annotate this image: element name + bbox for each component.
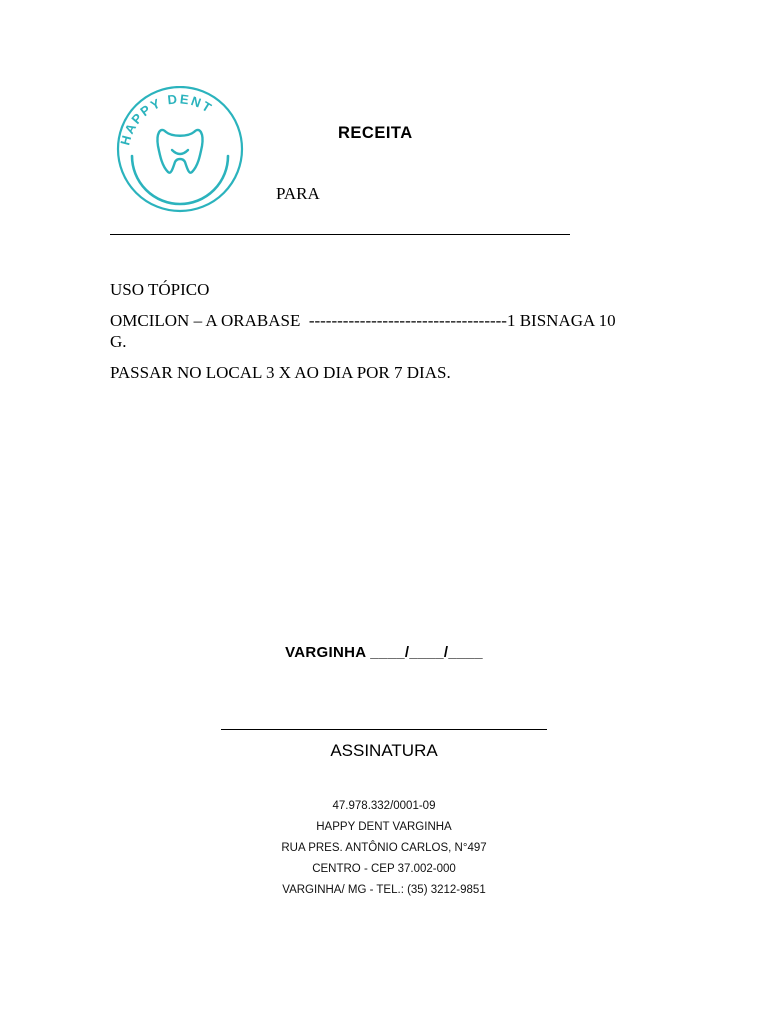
dosage-instructions: PASSAR NO LOCAL 3 X AO DIA POR 7 DIAS. (110, 363, 451, 382)
clinic-district: CENTRO - CEP 37.002-000 (312, 863, 456, 875)
clinic-name: HAPPY DENT VARGINHA (316, 821, 452, 833)
medication-line-continued: G. (110, 332, 127, 351)
recipient-label: PARA (276, 184, 320, 203)
svg-text:HAPPY DENT: HAPPY DENT (117, 91, 216, 147)
happy-dent-logo (108, 86, 262, 216)
recipient-line (110, 234, 570, 235)
tooth-icon (108, 86, 262, 216)
clinic-footer (0, 796, 768, 901)
signature-line (221, 729, 547, 730)
date-line: VARGINHA ____/____/____ (285, 644, 483, 661)
usage-type: USO TÓPICO (110, 280, 210, 299)
document-title: RECEITA (338, 124, 413, 142)
clinic-cnpj: 47.978.332/0001-09 (332, 800, 436, 812)
clinic-address: RUA PRES. ANTÔNIO CARLOS, N°497 (281, 842, 487, 854)
signature-label: ASSINATURA (330, 741, 438, 760)
medication-line: OMCILON – A ORABASE -----------------------------------1 BISNAGA 10 (110, 311, 616, 330)
clinic-city-phone: VARGINHA/ MG - TEL.: (35) 3212-9851 (282, 884, 486, 896)
